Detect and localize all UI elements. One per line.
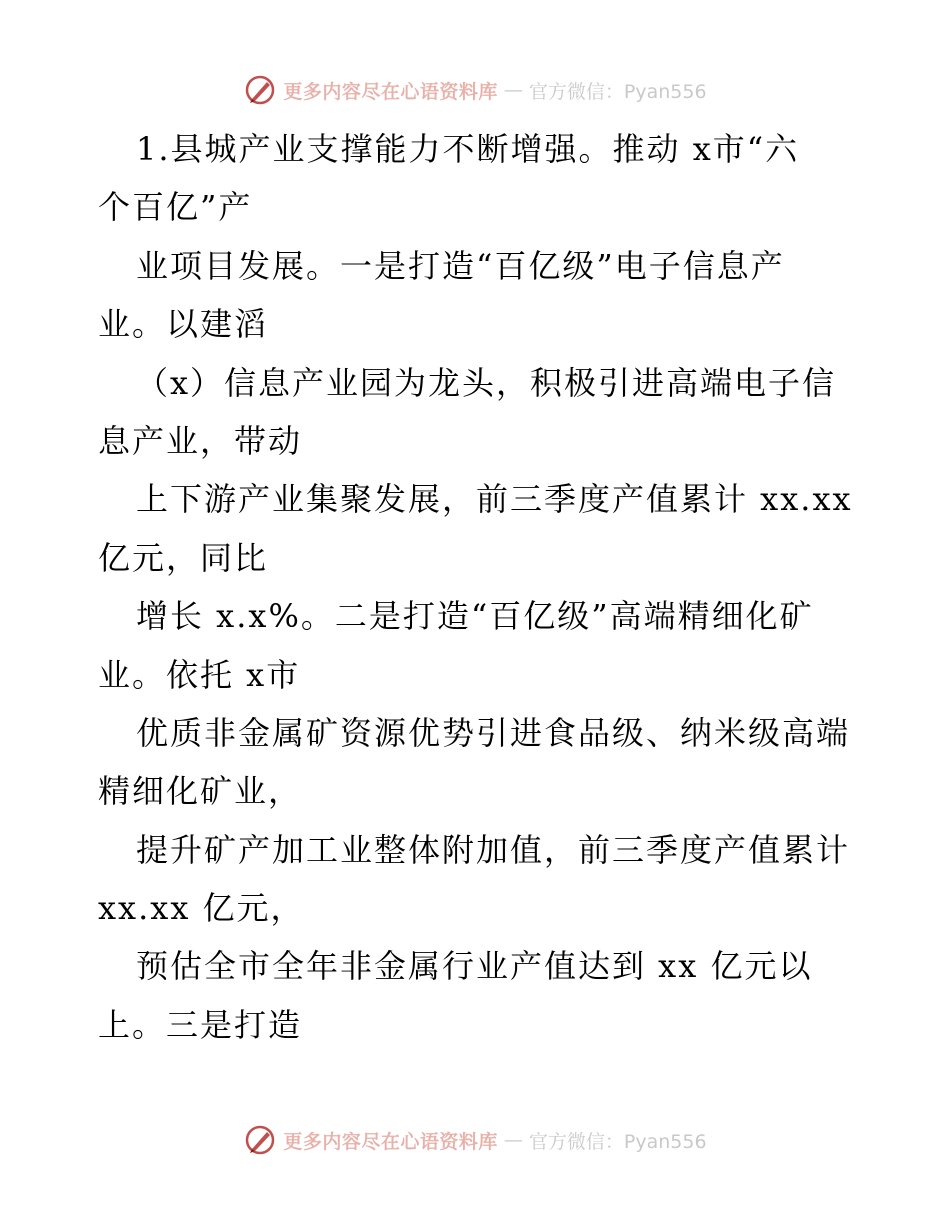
watermark-dash: — [503,1129,523,1151]
watermark-contact-text: 官方微信：Pyan556 [528,80,707,103]
body-line: 业。以建滔 [98,305,269,344]
body-line: 上。三是打造 [98,1005,303,1044]
document-body [98,120,858,1054]
watermark-main-text: 更多内容尽在心语资料库 [283,1130,498,1153]
body-line: 提升矿产加工业整体附加值，前三季度产值累计 [136,830,851,869]
body-line: 业。依托 x市 [98,655,301,694]
watermark-dash: — [503,79,523,101]
body-line: 上下游产业集聚发展，前三季度产值累计 xx.xx [136,480,853,519]
body-line: xx.xx 亿元， [98,889,305,928]
body-line: 优质非金属矿资源优势引进食品级、纳米级高端 [136,713,851,752]
footer-watermark [0,1120,950,1160]
body-line: 亿元，同比 [98,538,269,577]
body-line: 精细化矿业， [98,772,303,811]
body-line: 息产业，带动 [98,421,303,460]
body-line: 1.县城产业支撑能力不断增强。推动 x市“六 [136,130,800,168]
body-line: 个百亿”产 [98,188,253,227]
pen-logo-icon [243,73,277,107]
body-line: 预估全市全年非金属行业产值达到 xx 亿元以 [136,947,813,986]
pen-logo-icon [243,1123,277,1157]
watermark-main-text: 更多内容尽在心语资料库 [283,80,498,103]
body-line: 增长 x.x%。二是打造“百亿级”高端精细化矿 [136,597,814,636]
body-line: （x）信息产业园为龙头，积极引进高端电子信 [136,363,837,402]
body-line: 业项目发展。一是打造“百亿级”电子信息产 [136,246,785,285]
watermark-contact-text: 官方微信：Pyan556 [528,1130,707,1153]
header-watermark [0,70,950,110]
